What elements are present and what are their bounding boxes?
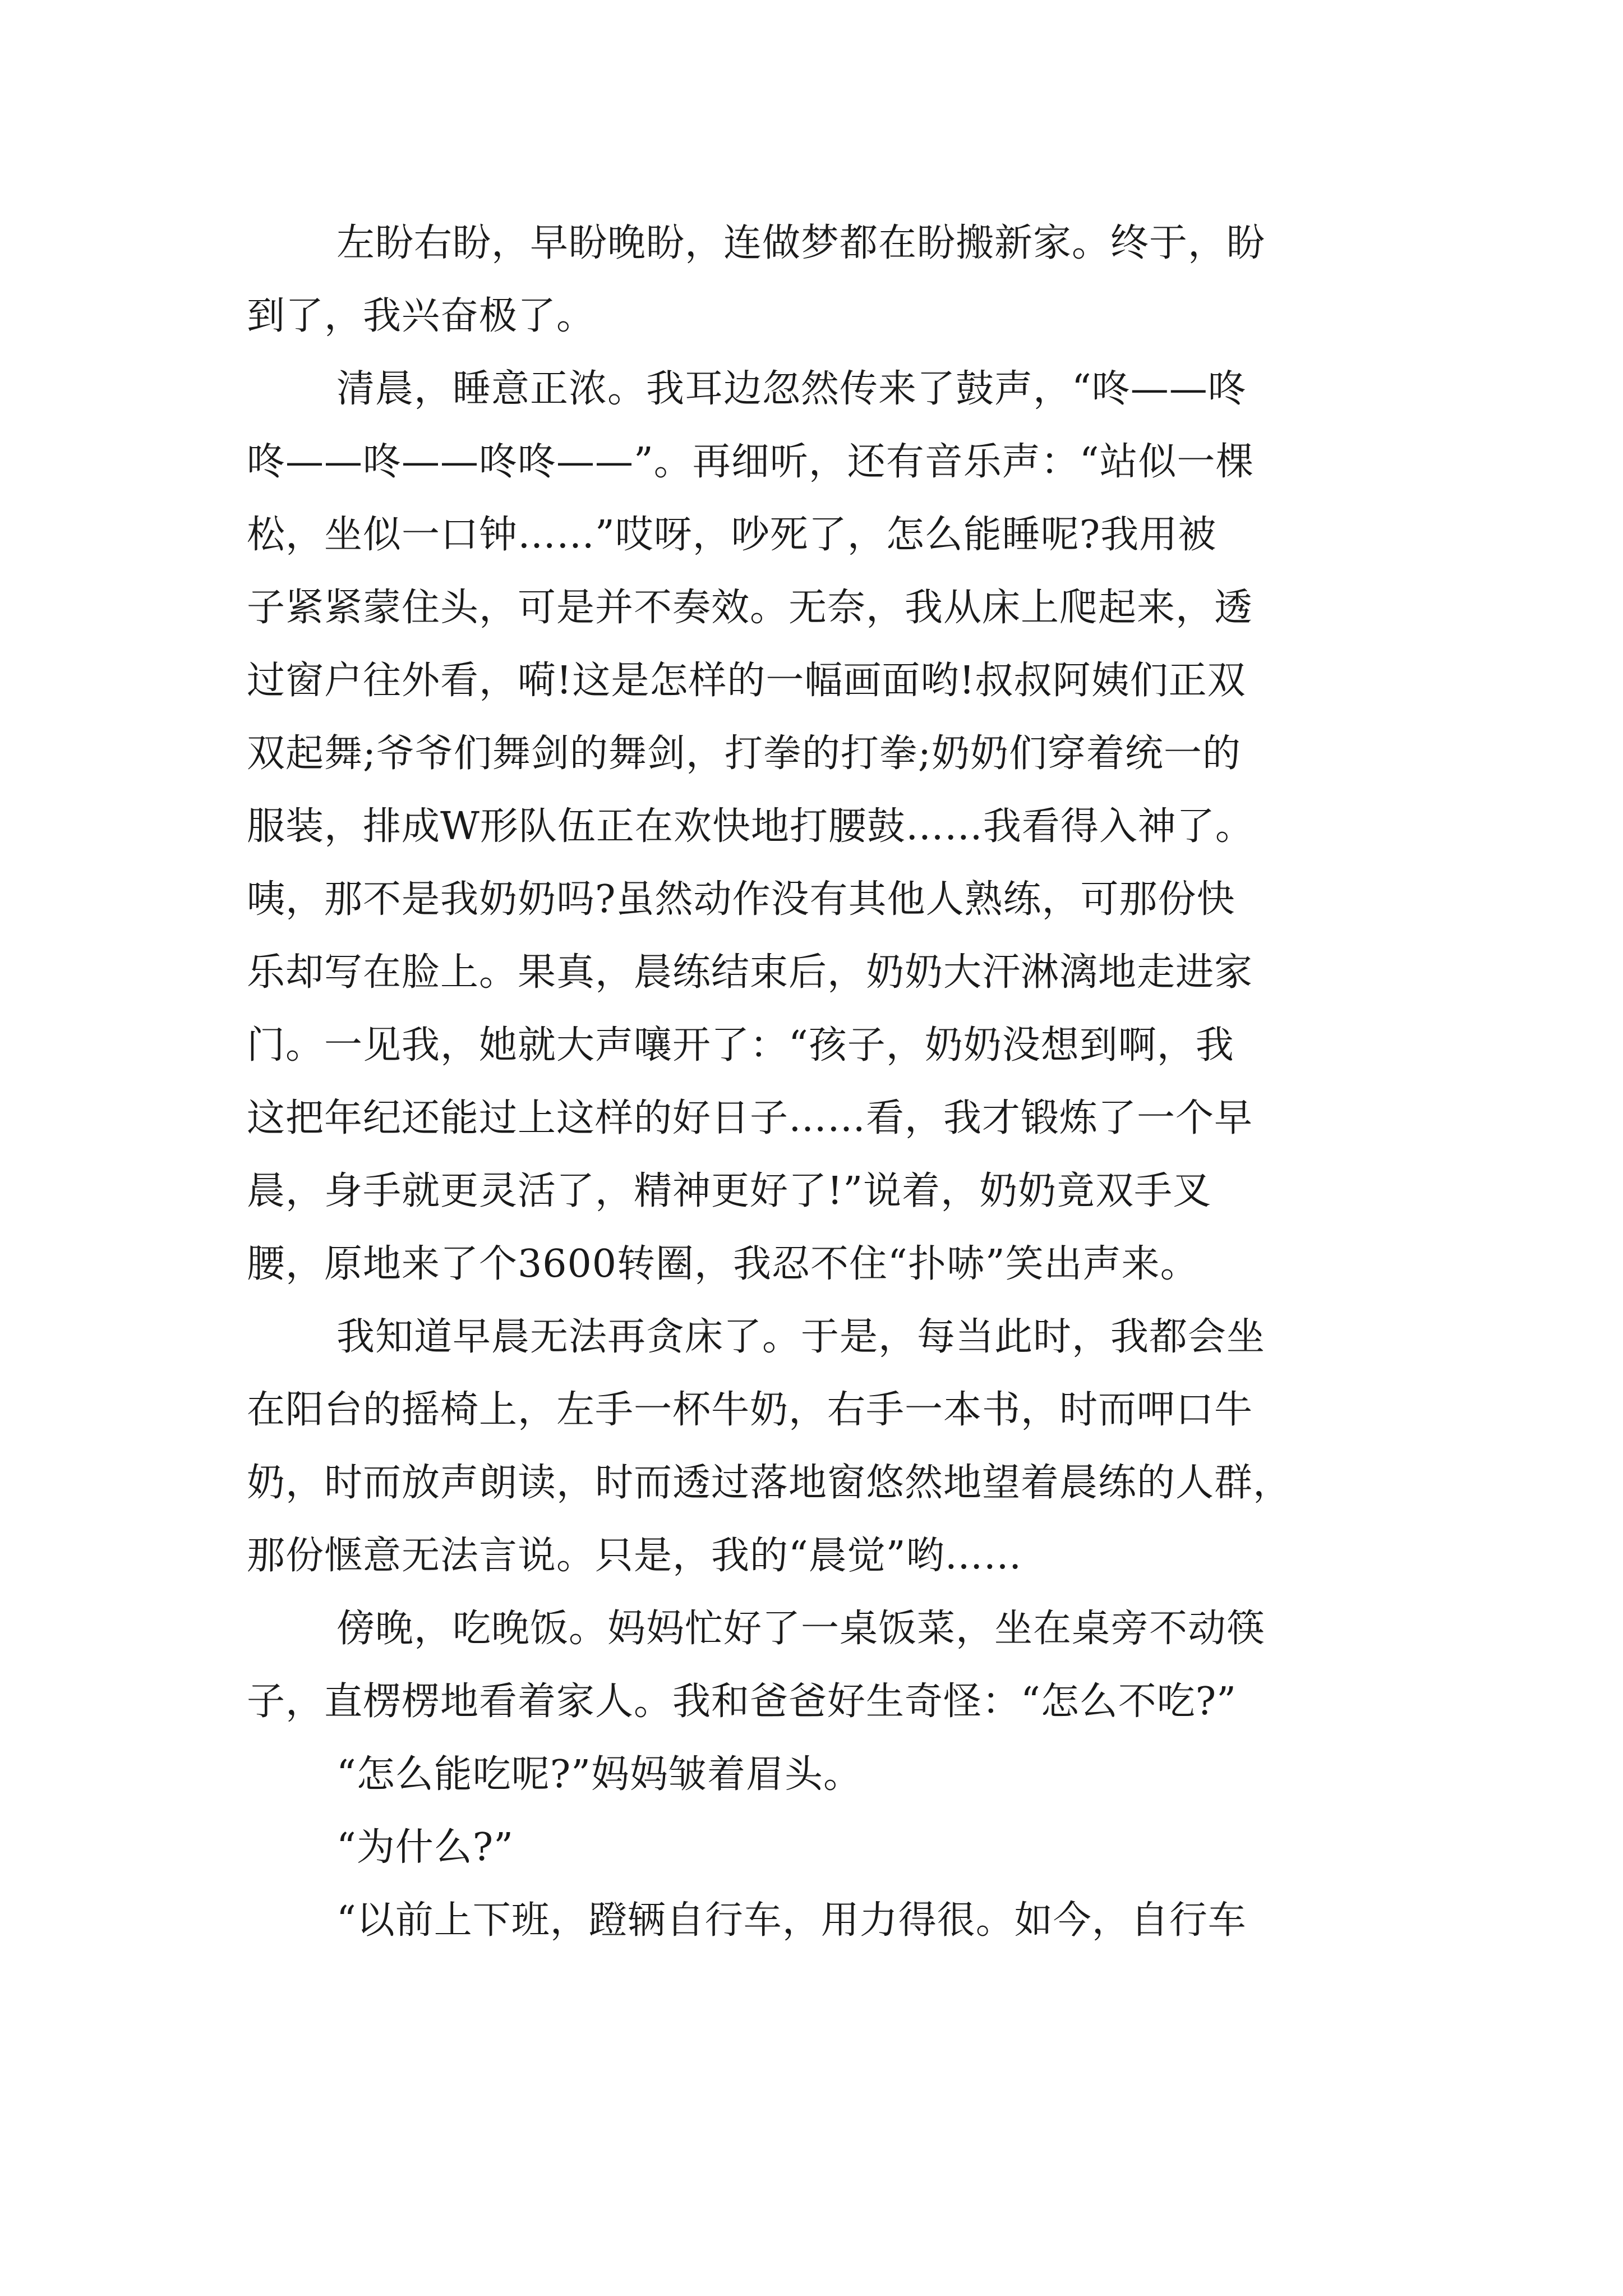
text-line: 这把年纪还能过上这样的好日子……看，我才锻炼了一个早: [247, 1096, 1253, 1140]
text-line: 子，直楞楞地看着家人。我和爸爸好生奇怪：“怎么不吃?”: [247, 1680, 1237, 1724]
text-line: 双起舞;爷爷们舞剑的舞剑，打拳的打拳;奶奶们穿着统一的: [247, 731, 1241, 776]
text-line: 那份惬意无法言说。只是，我的“晨觉”哟……: [247, 1534, 1022, 1578]
text-line: 奶，时而放声朗读，时而透过落地窗悠然地望着晨练的人群，: [247, 1461, 1292, 1505]
text-line: 门。一见我，她就大声嚷开了：“孩子，奶奶没想到啊，我: [247, 1023, 1234, 1068]
text-line: “怎么能吃呢?”妈妈皱着眉头。: [336, 1752, 862, 1797]
text-line: 清晨，睡意正浓。我耳边忽然传来了鼓声，“咚——咚: [336, 367, 1247, 411]
text-line: 晨，身手就更灵活了，精神更好了!”说着，奶奶竟双手叉: [247, 1169, 1212, 1213]
text-line: “以前上下班，蹬辆自行车，用力得很。如今，自行车: [336, 1898, 1247, 1943]
text-line: 松，坐似一口钟……”哎呀，吵死了，怎么能睡呢?我用被: [247, 513, 1217, 557]
text-line: 到了，我兴奋极了。: [247, 294, 596, 338]
text-line: 乐却写在脸上。果真，晨练结束后，奶奶大汗淋漓地走进家: [247, 950, 1253, 995]
text-line: 咚——咚——咚咚——”。再细听，还有音乐声：“站似一棵: [247, 440, 1255, 484]
text-line: 子紧紧蒙住头，可是并不奏效。无奈，我从床上爬起来，透: [247, 586, 1253, 630]
text-line: 我知道早晨无法再贪床了。于是，每当此时，我都会坐: [336, 1315, 1266, 1359]
text-line: “为什么?”: [336, 1825, 514, 1870]
text-line: 在阳台的摇椅上，左手一杯牛奶，右手一本书，时而呷口牛: [247, 1388, 1253, 1432]
text-line: 服装，排成W形队伍正在欢快地打腰鼓……我看得入神了。: [247, 804, 1254, 849]
text-line: 傍晚，吃晚饭。妈妈忙好了一桌饭菜，坐在桌旁不动筷: [336, 1607, 1266, 1651]
text-line: 左盼右盼，早盼晚盼，连做梦都在盼搬新家。终于，盼: [336, 221, 1266, 265]
text-line: 咦，那不是我奶奶吗?虽然动作没有其他人熟练，可那份快: [247, 877, 1235, 922]
text-line: 过窗户往外看，嗬!这是怎样的一幅画面哟!叔叔阿姨们正双: [247, 659, 1246, 703]
text-line: 腰，原地来了个3600转圈，我忍不住“扑哧”笑出声来。: [247, 1242, 1199, 1286]
